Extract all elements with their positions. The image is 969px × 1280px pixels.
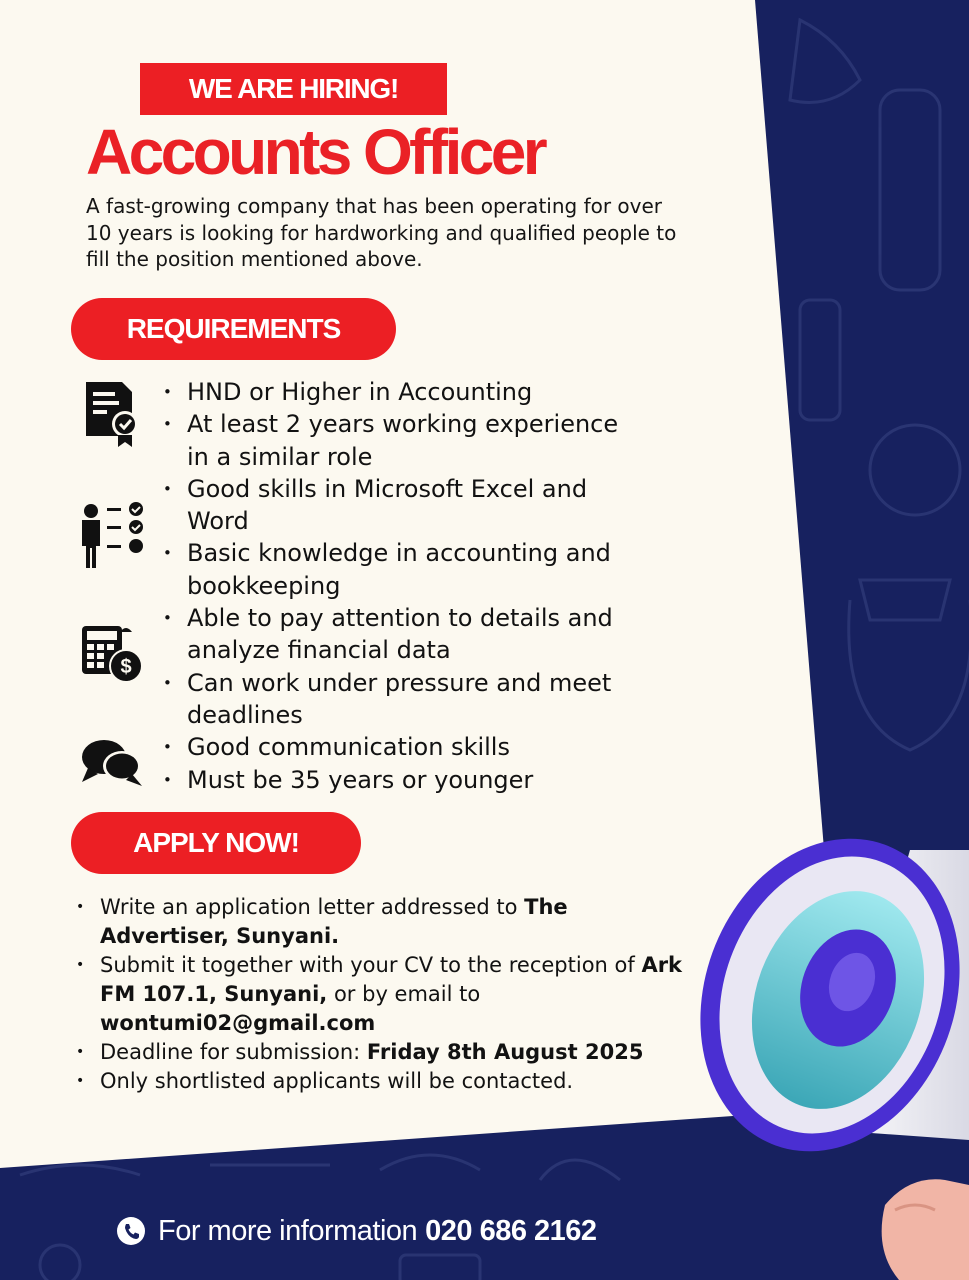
list-item: • Basic knowledge in accounting and bookkeeping [163,537,643,602]
list-item: • Good skills in Microsoft Excel and Word [163,473,643,538]
hiring-badge: WE ARE HIRING! [140,63,447,115]
list-item: • Deadline for submission: Friday 8th August 2025 [76,1038,686,1067]
apply-heading: APPLY NOW! [71,812,361,874]
intro-text: A fast-growing company that has been operating for over 10 years is looking for hardworking and qualified people to fill the position mentioned above. [86,194,677,271]
footer-label: For more information [158,1214,418,1247]
list-item: • At least 2 years working experience in a similar role [163,408,643,473]
requirements-heading: REQUIREMENTS [71,298,396,360]
megaphone-icon [680,810,969,1280]
list-item: • Must be 35 years or younger [163,764,643,796]
calculator-money-icon [80,622,146,684]
certificate-icon [82,380,142,448]
apply-instructions-list [76,893,686,1096]
footer-contact [116,1211,597,1251]
list-item: • Can work under pressure and meet deadlines [163,667,643,732]
list-item: • Submit it together with your CV to the reception of Ark FM 107.1, Sunyani, or by email to wontumi02@gmail.com [76,951,686,1038]
list-item: • HND or Higher in Accounting [163,376,643,408]
list-item: • Good communication skills [163,731,643,763]
deadline-date: Friday 8th August 2025 [366,1040,644,1064]
checklist-person-icon [80,500,146,570]
list-item: • Only shortlisted applicants will be contacted. [76,1067,686,1096]
chat-bubbles-icon [80,738,144,790]
phone-number[interactable]: 020 686 2162 [425,1214,597,1247]
svg-text:$: $ [120,656,132,678]
list-item: • Write an application letter addressed to The Advertiser, Sunyani. [76,893,686,951]
job-title: Accounts Officer [86,116,545,188]
requirements-list [163,376,643,796]
email-link[interactable]: wontumi02@gmail.com [100,1011,376,1035]
phone-icon [116,1216,146,1246]
list-item: • Able to pay attention to details and analyze financial data [163,602,643,667]
